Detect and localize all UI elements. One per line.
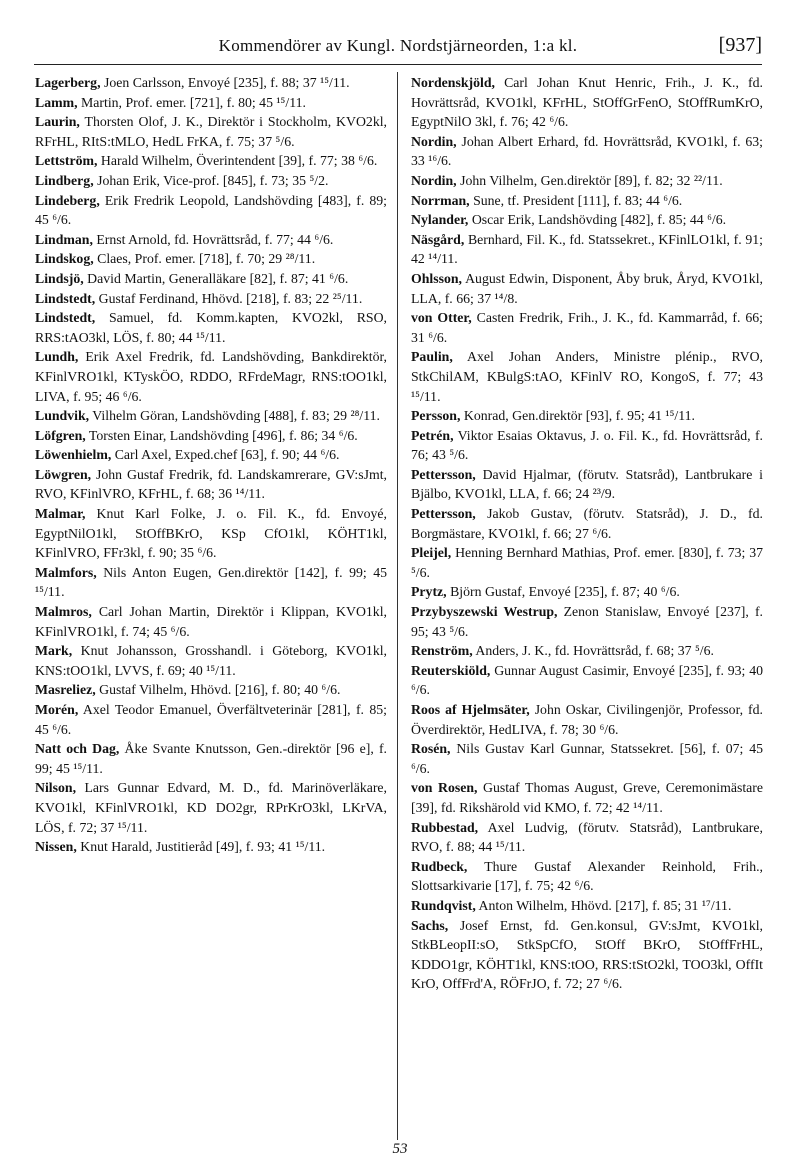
entry-details: Oscar Erik, Landshövding [482], f. 85; 44 ⁶/6.: [471, 212, 727, 228]
entry-surname: Paulin,: [411, 349, 453, 365]
entry-surname: Masreliez,: [35, 682, 96, 698]
entry-surname: Laurin,: [35, 114, 80, 130]
entry-surname: Löfgren,: [35, 427, 86, 443]
directory-entry: [35, 112, 387, 151]
entry-surname: Prytz,: [411, 584, 447, 600]
directory-entry: [35, 778, 387, 837]
directory-entry: [35, 563, 387, 602]
directory-entry: [411, 641, 763, 661]
directory-entry: [35, 347, 387, 406]
directory-entry: [411, 602, 763, 641]
entry-details: Gustaf Vilhelm, Hhövd. [216], f. 80; 40 ⁶/6.: [99, 682, 341, 698]
entry-surname: Rundqvist,: [411, 897, 476, 913]
entry-surname: Lindskog,: [35, 251, 94, 267]
directory-entry: [411, 465, 763, 504]
directory-entry: [35, 837, 387, 857]
entry-surname: Natt och Dag,: [35, 741, 120, 757]
entry-details: Björn Gustaf, Envoyé [235], f. 87; 40 ⁶/6.: [450, 584, 680, 600]
entry-details: Casten Fredrik, Frih., J. K., fd. Kammarråd, f. 66; 31 ⁶/6.: [411, 310, 763, 345]
entry-details: Bernhard, Fil. K., fd. Statssekret., KFinlLO1kl, f. 91; 42 ¹⁴/11.: [411, 231, 763, 267]
entry-details: Sune, tf. President [111], f. 83; 44 ⁶/6.: [473, 192, 683, 208]
directory-entry: [411, 171, 763, 191]
right-column: [411, 73, 763, 994]
directory-entry: [35, 308, 387, 347]
entry-details: Lars Gunnar Edvard, M. D., fd. Marinöverläkare, KVO1kl, KFinlVRO1kl, KD DO2gr, RPrKrO3kl, LKrVA, LÖS, f. 72; 37 ¹⁵/11.: [35, 780, 388, 835]
directory-entry: [411, 132, 763, 171]
directory-entry: [35, 269, 387, 289]
directory-entry: [411, 543, 763, 582]
entry-details: Axel Johan Anders, Ministre plénip., RVO, StkChilAM, KBulgS:tAO, KFinlV RO, KongoS, f. 77; 43 ¹⁵/11.: [411, 349, 763, 404]
directory-entry: [35, 171, 387, 191]
entry-surname: Malmfors,: [35, 564, 97, 580]
entry-details: Zenon Stanislaw, Envoyé [237], f. 95; 43 ⁵/6.: [411, 604, 763, 639]
entry-surname: Lindberg,: [35, 172, 94, 188]
entry-details: Gunnar August Casimir, Envoyé [235], f. 93; 40 ⁶/6.: [411, 662, 764, 698]
entry-surname: von Rosen,: [411, 780, 478, 796]
entry-details: Johan Albert Erhard, fd. Hovrättsråd, KVO1kl, f. 63; 33 ¹⁶/6.: [411, 133, 763, 169]
entry-surname: Przybyszewski Westrup,: [411, 604, 558, 620]
entry-surname: Lundh,: [35, 349, 79, 365]
directory-entry: [411, 269, 763, 308]
entry-surname: Lindman,: [35, 231, 93, 247]
directory-entry: [35, 73, 387, 93]
directory-entry: [35, 445, 387, 465]
directory-entry: [411, 308, 763, 347]
entry-details: Anton Wilhelm, Hhövd. [217], f. 85; 31 ¹⁷/11.: [478, 897, 732, 913]
entry-details: Nils Anton Eugen, Gen.direktör [142], f. 99; 45 ¹⁵/11.: [35, 564, 387, 600]
entry-surname: Rubbestad,: [411, 819, 479, 835]
entry-details: Åke Svante Knutsson, Gen.-direktör [96 e], f. 99; 45 ¹⁵/11.: [35, 741, 388, 776]
entry-details: Carl Axel, Exped.chef [63], f. 90; 44 ⁶/6.: [114, 447, 340, 463]
entry-surname: Nordenskjöld,: [411, 75, 495, 90]
entry-surname: Lundvik,: [35, 408, 90, 424]
directory-entry: [35, 504, 387, 563]
directory-entry: [35, 465, 387, 504]
entry-surname: Rosén,: [411, 741, 451, 757]
directory-entry: [35, 230, 387, 250]
directory-entry: [411, 661, 763, 700]
entry-surname: Pleijel,: [411, 545, 452, 561]
entry-surname: Nylander,: [411, 212, 469, 228]
entry-details: Joen Carlsson, Envoyé [235], f. 88; 37 ¹⁵/11.: [103, 75, 350, 90]
directory-entry: [411, 916, 763, 994]
entry-surname: Lettström,: [35, 153, 98, 169]
entry-details: David Hjalmar, (förutv. Statsråd), Lantbrukare i Bjälbo, KVO1kl, LLA, f. 66; 24 ²³/9.: [411, 466, 764, 502]
entry-surname: Lindsjö,: [35, 270, 84, 286]
entry-details: Axel Ludvig, (förutv. Statsråd), Lantbrukare, RVO, f. 88; 44 ¹⁵/11.: [411, 819, 763, 855]
entry-surname: Sachs,: [411, 917, 449, 933]
directory-entry: [35, 289, 387, 309]
entry-surname: Lindeberg,: [35, 192, 100, 208]
entry-details: Carl Johan Knut Henric, Frih., J. K., fd. Hovrättsråd, KVO1kl, KFrHL, StOffGrFenO, StOffRumKrO, EgyptNilO 3kl, f. 76; 42 ⁶/6.: [411, 75, 763, 130]
entry-details: Jakob Gustav, (förutv. Statsråd), J. D., fd. Borgmästare, KVO1kl, f. 66; 27 ⁶/6.: [411, 506, 763, 541]
entry-details: Vilhelm Göran, Landshövding [488], f. 83; 29 ²⁸/11.: [92, 408, 381, 424]
entry-surname: Mark,: [35, 643, 73, 659]
entry-surname: Malmros,: [35, 604, 92, 620]
entry-details: Ernst Arnold, fd. Hovrättsråd, f. 77; 44 ⁶/6.: [96, 231, 334, 247]
directory-entry: [35, 151, 387, 171]
entry-surname: Rudbeck,: [411, 858, 468, 874]
entry-details: Thure Gustaf Alexander Reinhold, Frih., Slottsarkivarie [17], f. 75; 42 ⁶/6.: [411, 858, 763, 894]
entry-surname: Persson,: [411, 408, 461, 424]
entry-details: Henning Bernhard Mathias, Prof. emer. [830], f. 73; 37 ⁵/6.: [411, 545, 764, 580]
entry-details: Johan Erik, Vice-prof. [845], f. 73; 35 ⁵/2.: [97, 172, 329, 188]
entry-details: Gustaf Thomas August, Greve, Ceremonimästare [39], fd. Rikshärold vid KMO, f. 72; 42 ¹⁴/11.: [411, 780, 764, 815]
entry-details: Knut Harald, Justitieråd [49], f. 93; 41 ¹⁵/11.: [80, 839, 326, 855]
entry-surname: Morén,: [35, 702, 79, 717]
entry-details: Harald Wilhelm, Överintendent [39], f. 77; 38 ⁶/6.: [100, 153, 378, 169]
entry-details: Carl Johan Martin, Direktör i Klippan, KVO1kl, KFinlVRO1kl, f. 74; 45 ⁶/6.: [35, 604, 387, 639]
directory-entry: [35, 641, 387, 680]
directory-entry: [35, 700, 387, 739]
directory-entry: [411, 191, 763, 211]
header-page-number: [937]: [718, 34, 762, 56]
directory-entry: [411, 582, 763, 602]
entry-surname: Nilson,: [35, 780, 77, 796]
directory-entry: [411, 426, 763, 465]
entry-surname: Pettersson,: [411, 506, 476, 522]
entry-surname: Malmar,: [35, 506, 86, 522]
directory-entry: [411, 73, 763, 132]
directory-entry: [411, 504, 763, 543]
entry-surname: Lindstedt,: [35, 290, 96, 306]
page-title: Kommendörer av Kungl. Nordstjärneorden, 1:a kl.: [218, 36, 578, 55]
entry-details: Knut Johansson, Grosshandl. i Göteborg, KVO1kl, KNS:tOO1kl, LVVS, f. 69; 40 ¹⁵/11.: [35, 643, 388, 678]
column-divider: [397, 72, 398, 1140]
directory-entry: [411, 347, 763, 406]
entry-details: John Oskar, Civilingenjör, Professor, fd. Överdirektör, HedLIVA, f. 78; 30 ⁶/6.: [411, 702, 764, 737]
directory-entry: [411, 700, 763, 739]
directory-entry: [411, 210, 763, 230]
entry-surname: von Otter,: [411, 310, 472, 326]
entry-surname: Lagerberg,: [35, 75, 101, 90]
entry-surname: Lamm,: [35, 94, 78, 110]
entry-surname: Pettersson,: [411, 466, 476, 482]
directory-entry: [411, 230, 763, 269]
entry-surname: Reuterskiöld,: [411, 662, 491, 678]
entry-surname: Näsgård,: [411, 231, 465, 247]
directory-entry: [35, 739, 387, 778]
page-header: [34, 32, 762, 66]
entry-details: Samuel, fd. Komm.kapten, KVO2kl, RSO, RRS:tAO3kl, LÖS, f. 80; 44 ¹⁵/11.: [35, 310, 387, 345]
directory-entry: [411, 896, 763, 916]
entry-surname: Nordin,: [411, 133, 457, 149]
directory-entry: [411, 857, 763, 896]
directory-entry: [411, 818, 763, 857]
entry-details: Martin, Prof. emer. [721], f. 80; 45 ¹⁵/11.: [81, 94, 306, 110]
footer-page-number: 53: [392, 1141, 408, 1157]
entry-surname: Renström,: [411, 643, 473, 659]
directory-entry: [411, 778, 763, 817]
entry-details: Anders, J. K., fd. Hovrättsråd, f. 68; 37 ⁵/6.: [475, 643, 714, 659]
left-column: [35, 73, 387, 857]
header-rule: [34, 64, 762, 65]
entry-details: Konrad, Gen.direktör [93], f. 95; 41 ¹⁵/11.: [463, 408, 695, 424]
entry-details: Claes, Prof. emer. [718], f. 70; 29 ²⁸/11.: [97, 251, 316, 267]
entry-details: Nils Gustav Karl Gunnar, Statssekret. [56], f. 07; 45 ⁶/6.: [411, 741, 763, 776]
entry-surname: Lindstedt,: [35, 310, 96, 326]
directory-entry: [35, 93, 387, 113]
entry-details: Gustaf Ferdinand, Hhövd. [218], f. 83; 22 ²⁵/11.: [98, 290, 363, 306]
entry-details: Thorsten Olof, J. K., Direktör i Stockholm, KVO2kl, RFrHL, RItS:tMLO, HedL FrKA, f. 75; 37 ⁵/6.: [35, 114, 388, 149]
directory-entry: [35, 406, 387, 426]
directory-entry: [411, 739, 763, 778]
entry-details: Erik Axel Fredrik, fd. Landshövding, Bankdirektör, KFinlVRO1kl, KTyskÖO, RDDO, RFrdeMagr, RNS:tOO1kl, LIVA, f. 95; 46 ⁶/6.: [35, 349, 388, 404]
entry-details: Josef Ernst, fd. Gen.konsul, GV:sJmt, KVO1kl, StkBLeopII:sO, StkSpCfO, StOff BKrO, StOffFrHL, KDDO1gr, KÖHT1kl, KNS:tOO, RRS:tStO2kl, TOO3kl, OffIt KrO, OffFrd'A, RÖFrJO, f. 72; 27 ⁶/6.: [411, 917, 763, 992]
directory-entry: [411, 406, 763, 426]
entry-details: Torsten Einar, Landshövding [496], f. 86; 34 ⁶/6.: [88, 427, 358, 443]
directory-entry: [35, 191, 387, 230]
entry-surname: Norrman,: [411, 192, 470, 208]
entry-details: Erik Fredrik Leopold, Landshövding [483], f. 89; 45 ⁶/6.: [35, 192, 387, 228]
directory-entry: [35, 249, 387, 269]
entry-details: David Martin, Generalläkare [82], f. 87; 41 ⁶/6.: [87, 270, 349, 286]
entry-surname: Nissen,: [35, 839, 77, 855]
entry-details: Knut Karl Folke, J. o. Fil. K., fd. Envoyé, EgyptNilO1kl, StOffBKrO, KSp CfO1kl, KÖHT1kl, KFinlVRO, FFr3kl, f. 90; 35 ⁶/6.: [35, 506, 388, 561]
entry-surname: Löwenhielm,: [35, 447, 112, 463]
entry-details: John Vilhelm, Gen.direktör [89], f. 82; 32 ²²/11.: [460, 172, 723, 188]
entry-details: August Edwin, Disponent, Åby bruk, Åryd, KVO1kl, LLA, f. 66; 37 ¹⁴/8.: [411, 270, 763, 306]
directory-entry: [35, 602, 387, 641]
entry-surname: Nordin,: [411, 172, 457, 188]
entry-details: Axel Teodor Emanuel, Överfältveterinär [281], f. 85; 45 ⁶/6.: [35, 702, 387, 737]
entry-details: John Gustaf Fredrik, fd. Landskamrerare, GV:sJmt, RVO, KFinlVRO, KFrHL, f. 68; 36 ¹⁴/11.: [35, 466, 387, 502]
directory-entry: [35, 426, 387, 446]
entry-surname: Löwgren,: [35, 466, 92, 482]
entry-surname: Petrén,: [411, 427, 454, 443]
entry-details: Viktor Esaias Oktavus, J. o. Fil. K., fd. Hovrättsråd, f. 76; 43 ⁵/6.: [411, 427, 763, 463]
directory-entry: [35, 680, 387, 700]
entry-surname: Ohlsson,: [411, 270, 462, 286]
entry-surname: Roos af Hjelmsäter,: [411, 702, 530, 717]
